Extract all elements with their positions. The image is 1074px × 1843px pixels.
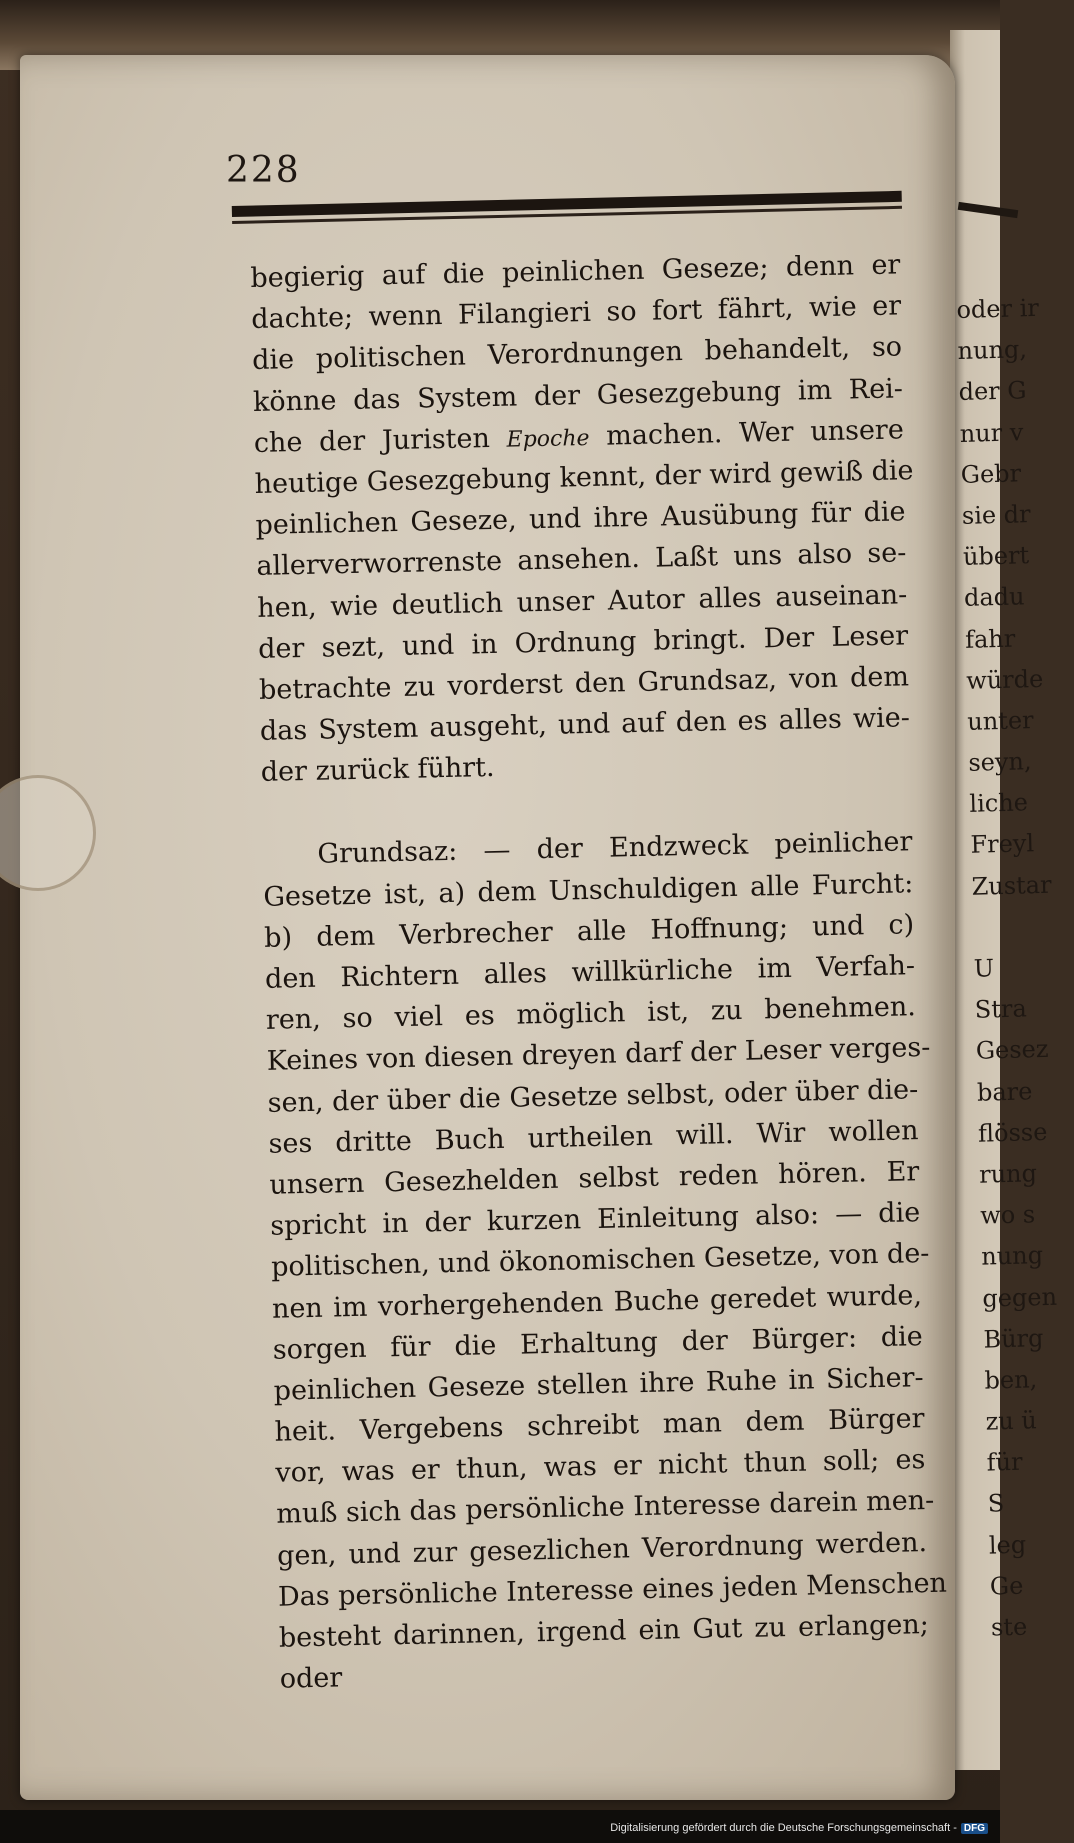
right-page-line: seyn, — [968, 747, 1032, 777]
right-page-line: sie dr — [961, 500, 1031, 530]
text-line: hen, wie deutlich unser Autor alles auseinan- — [257, 578, 908, 624]
right-page-line: dadu — [963, 582, 1025, 613]
right-page-line: nung, — [957, 335, 1028, 366]
right-page-line: der G — [958, 376, 1027, 407]
text-line: Keines von diesen dreyen darf der Leser verges- — [266, 1032, 931, 1078]
text-line: muß sich das persönliche Interesse darein men- — [275, 1485, 935, 1531]
right-page-line: Gesez — [975, 1035, 1049, 1066]
right-page-line: wo s — [979, 1200, 1036, 1230]
text-line: die politischen Verordnungen behandelt, so — [251, 331, 903, 377]
text-line: besteht darinnen, irgend ein Gut zu erlangen; — [278, 1609, 930, 1654]
right-page-line: Stra — [974, 994, 1028, 1024]
text-line: vor, was er thun, was er nicht thun soll; es — [275, 1444, 926, 1489]
right-page-line: übert — [962, 541, 1030, 572]
text-line: politischen, und ökonomischen Gesetze, von de- — [270, 1238, 930, 1284]
text-line: der zurück führt. — [260, 752, 495, 789]
paragraph-grundsaz — [262, 822, 948, 1700]
text-line: begierig auf die peinlichen Geseze; denn er — [250, 249, 901, 294]
text-line: nen im vorhergehenden Buche geredet wurde, — [271, 1279, 923, 1325]
right-page-line: oder ir — [956, 293, 1040, 324]
right-page-line: nung — [980, 1241, 1044, 1271]
right-page-line: liche — [969, 788, 1029, 819]
text-line: heutige Gesezgebung kennt, der wird gewiß die — [254, 455, 914, 500]
right-page-line: fahr — [964, 624, 1016, 654]
text-line: Grundsaz: — der Endzweck peinlicher — [317, 826, 913, 871]
right-page-line: nur v — [959, 417, 1024, 448]
text-line: das System ausgeht, und auf den es alles wie- — [259, 702, 911, 747]
text-line: den Richtern alles willkürliche im Verfah- — [264, 950, 916, 995]
text-line: peinlichen Geseze, und ihre Ausübung für die — [255, 496, 906, 542]
text-line: sen, der über die Gesetze selbst, oder über die- — [267, 1073, 919, 1119]
main-text-block — [250, 244, 948, 1700]
text-line: dachte; wenn Filangieri so fort fährt, wie er — [250, 290, 902, 336]
right-page-line: würde — [965, 664, 1044, 695]
text-line: spricht in der kurzen Einleitung also: — die — [269, 1197, 921, 1242]
text-line: könne das System der Gesezgebung im Rei- — [252, 372, 904, 418]
text-line: der sezt, und in Ordnung bringt. Der Leser — [257, 619, 909, 665]
dfg-logo: DFG — [961, 1823, 988, 1834]
text-line: ses dritte Buch urtheilen will. Wir wollen — [268, 1114, 919, 1160]
right-page-line: S — [987, 1489, 1005, 1519]
right-page-line: für — [986, 1447, 1023, 1477]
right-page-line: ben, — [984, 1365, 1038, 1395]
right-page-line: unter — [966, 705, 1034, 736]
right-page-line: Bürg — [983, 1323, 1044, 1354]
text-line: Gesetze ist, a) dem Unschuldigen alle Furcht: — [263, 867, 914, 913]
right-page-line: Zustar — [971, 870, 1052, 901]
text-line: oder — [279, 1662, 343, 1695]
footer-credit — [610, 1822, 988, 1834]
right-page-line: ste — [990, 1612, 1028, 1642]
footer-credit-text: Digitalisierung gefördert durch die Deutsche Forschungsgemeinschaft - — [610, 1822, 957, 1834]
italic-word-epoche: Epoche — [506, 425, 590, 453]
text-line: peinlichen Geseze stellen ihre Ruhe in Sicher- — [273, 1362, 924, 1407]
text-line: Das persönliche Interesse eines jeden Menschen — [277, 1567, 948, 1613]
text-line: allerverworrenste ansehen. Laßt uns also se- — [256, 537, 907, 583]
text-line: betrachte zu vorderst den Grundsaz, von dem — [258, 661, 910, 706]
right-page-line: Freyl — [970, 829, 1035, 860]
right-page-line: zu ü — [985, 1406, 1038, 1436]
text-line: gen, und zur gesezlichen Verordnung werden. — [276, 1526, 928, 1572]
right-page-text — [956, 288, 1058, 1648]
page-fold-mark — [0, 775, 96, 891]
right-page-line: bare — [976, 1076, 1033, 1107]
right-page-line: gegen — [982, 1282, 1058, 1313]
text-fragment: machen. Wer unsere — [589, 414, 905, 452]
text-line: ren, so viel es möglich ist, zu benehmen. — [265, 991, 917, 1037]
text-line: sorgen für die Erhaltung der Bürger: die — [272, 1320, 924, 1366]
text-line: b) dem Verbrecher alle Hoffnung; und c) — [263, 909, 915, 954]
right-page-line: Gebr — [960, 459, 1022, 489]
text-line: heit. Vergebens schreibt man dem Bürger — [274, 1403, 925, 1448]
right-page-line: rung — [978, 1159, 1038, 1189]
right-page — [950, 30, 1058, 1770]
right-page-line: leg — [988, 1530, 1027, 1560]
text-line: unsern Gesezhelden selbst reden hören. Er — [269, 1156, 920, 1201]
right-page-line: U — [973, 954, 995, 983]
text-fragment: che der Juristen — [253, 422, 507, 459]
page-number: 228 — [226, 150, 301, 191]
right-page-line: Ge — [989, 1571, 1024, 1601]
right-page-line — [972, 906, 1033, 949]
right-page-line: flösse — [977, 1117, 1048, 1148]
